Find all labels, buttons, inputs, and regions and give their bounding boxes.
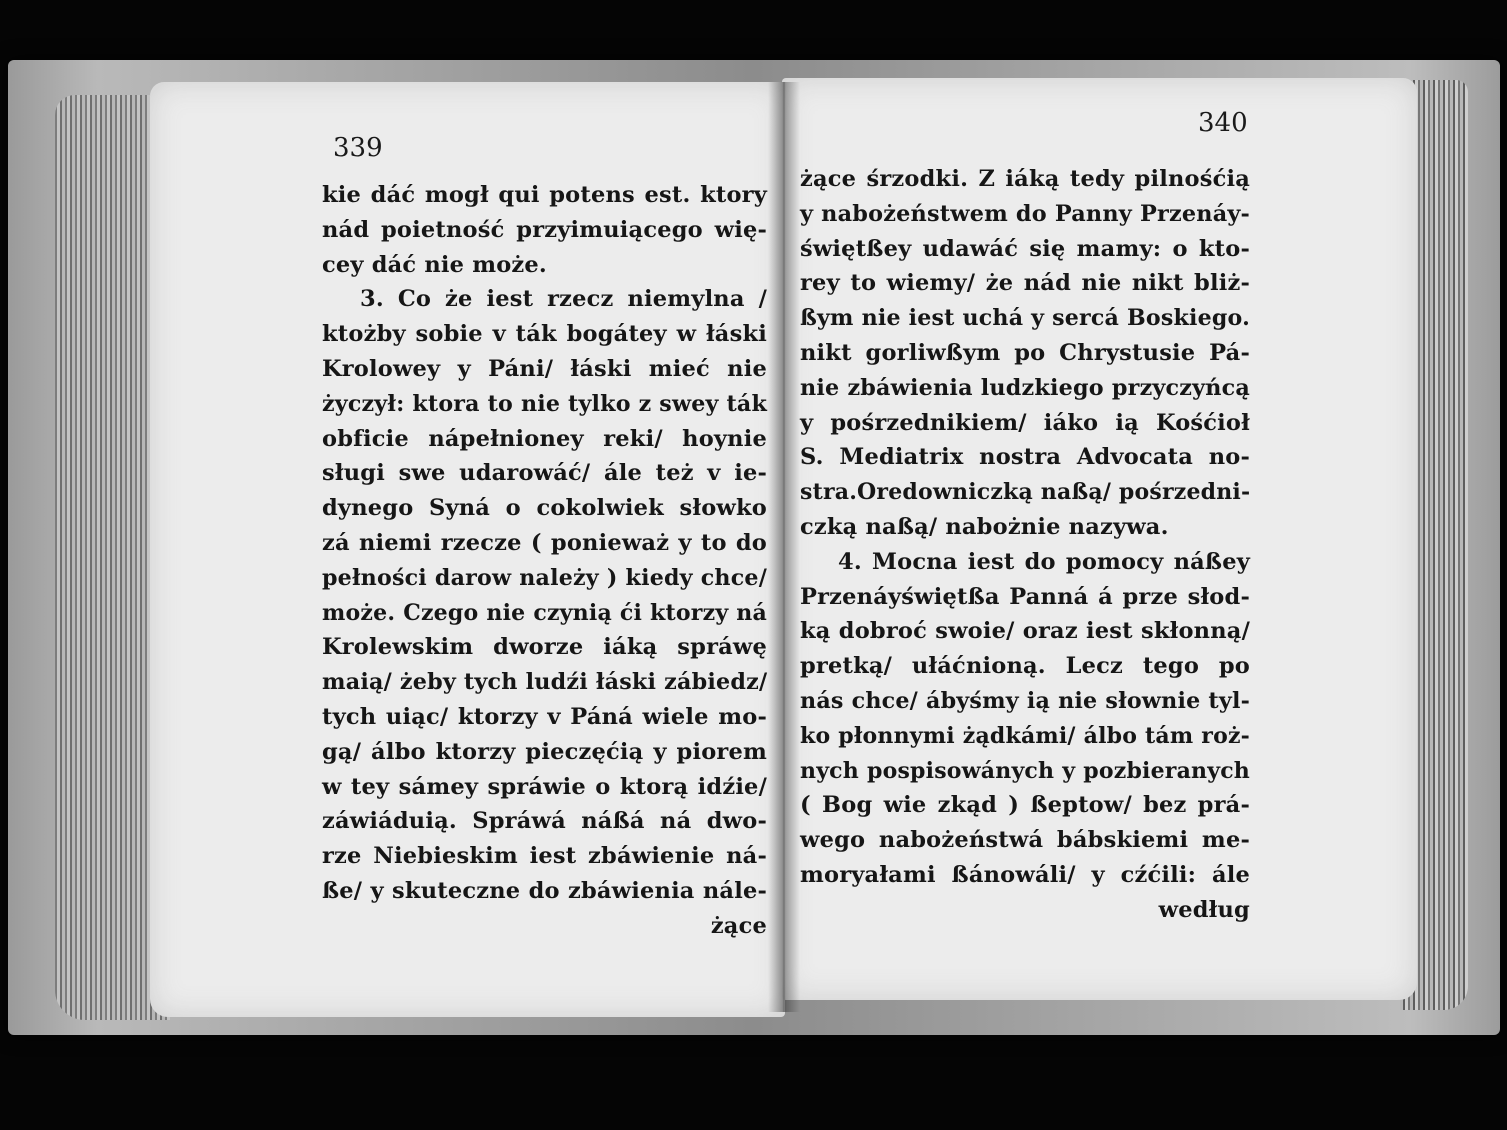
text-line: ko płonnymi żądkámi/ álbo tám roż- (800, 722, 1250, 749)
text-line: moryałami ßánowáli/ y cźćili: ále (800, 861, 1250, 888)
text-line: ße/ y skuteczne do zbáwienia nále- (322, 877, 767, 904)
text-line: záwiáduią. Spráwá náßá ná dwo- (322, 808, 767, 835)
book-gutter (768, 82, 800, 1012)
text-line: y pośrzednikiem/ iáko ią Kośćioł (800, 409, 1250, 436)
right-page-text (800, 162, 1250, 928)
text-line: tych uiąc/ ktorzy v Páná wiele mo- (322, 703, 767, 730)
text-line: Krolowey y Páni/ łáski mieć nie (322, 355, 767, 382)
text-line: pełności darow należy ) kiedy chce/ (322, 564, 767, 591)
text-line: rey to wiemy/ że nád nie nikt bliż- (800, 270, 1250, 297)
text-line: obficie nápełnioney reki/ hoynie (322, 425, 767, 452)
catchword: według (1158, 896, 1250, 923)
text-line: nych pospisowánych y pozbieranych (800, 757, 1250, 784)
text-line: S. Mediatrix nostra Advocata no- (800, 444, 1250, 471)
text-line: nikt gorliwßym po Chrystusie Pá- (800, 339, 1250, 366)
text-line: czką naßą/ nabożnie nazywa. (800, 513, 1169, 540)
text-line: ką dobroć swoie/ oraz iest skłonną/ (800, 618, 1250, 645)
text-line: kie dáć mogł qui potens est. ktory (322, 182, 767, 208)
text-line: może. Czego nie czynią ći ktorzy ná (322, 599, 767, 626)
text-line: Krolewskim dworze iáką spráwę (322, 634, 767, 661)
text-line: ktożby sobie v ták bogátey w łáski (322, 321, 767, 348)
text-line: gą/ álbo ktorzy pieczęćią y piorem (322, 738, 767, 765)
text-line: 3. Co że iest rzecz niemylna / (360, 286, 767, 313)
text-line: zá niemi rzecze ( ponieważ y to do (322, 529, 767, 556)
text-line: nás chce/ ábyśmy ią nie słownie tyl- (800, 687, 1250, 714)
catchword: żące (710, 912, 767, 939)
text-line: nie zbáwienia ludzkiego przyczyńcą (800, 374, 1250, 401)
text-line: cey dáć nie może. (322, 251, 547, 278)
right-page-number: 340 (1198, 108, 1248, 138)
text-line: stra.Oredowniczką naßą/ pośrzedni- (800, 479, 1251, 506)
text-line: ( Bog wie zkąd ) ßeptow/ bez prá- (800, 792, 1250, 819)
text-line: pretką/ ułáćnioną. Lecz tego po (800, 653, 1250, 680)
left-page-number: 339 (333, 133, 383, 163)
text-line: y nabożeństwem do Panny Przenáy- (800, 200, 1251, 227)
text-line: rze Niebieskim iest zbáwienie ná- (322, 843, 767, 870)
text-line: Przenáyświętßa Panná á prze słod- (800, 583, 1250, 610)
text-line: świętßey udawáć się mamy: o kto- (800, 235, 1250, 262)
text-line: życzył: ktora to nie tylko z swey ták (322, 390, 767, 417)
text-line: sługi swe udarowáć/ ále też v ie- (322, 460, 767, 487)
text-line: ßym nie iest uchá y sercá Boskiego. (800, 305, 1250, 332)
text-line: wego nabożeństwá bábskiemi me- (800, 827, 1250, 854)
text-line: żące śrzodki. Z iáką tedy pilnośćią (800, 166, 1250, 192)
text-line: w tey sámey spráwie o ktorą idźie/ (322, 773, 767, 800)
text-line: dynego Syná o cokolwiek słowko (322, 495, 767, 522)
text-line: 4. Mocna iest do pomocy náßey (838, 548, 1250, 575)
text-line: maią/ żeby tych ludźi łáski zábiedz/ (322, 669, 768, 696)
text-line: nád poietność przyimuiącego wię- (322, 216, 767, 243)
left-page-text (322, 178, 767, 944)
